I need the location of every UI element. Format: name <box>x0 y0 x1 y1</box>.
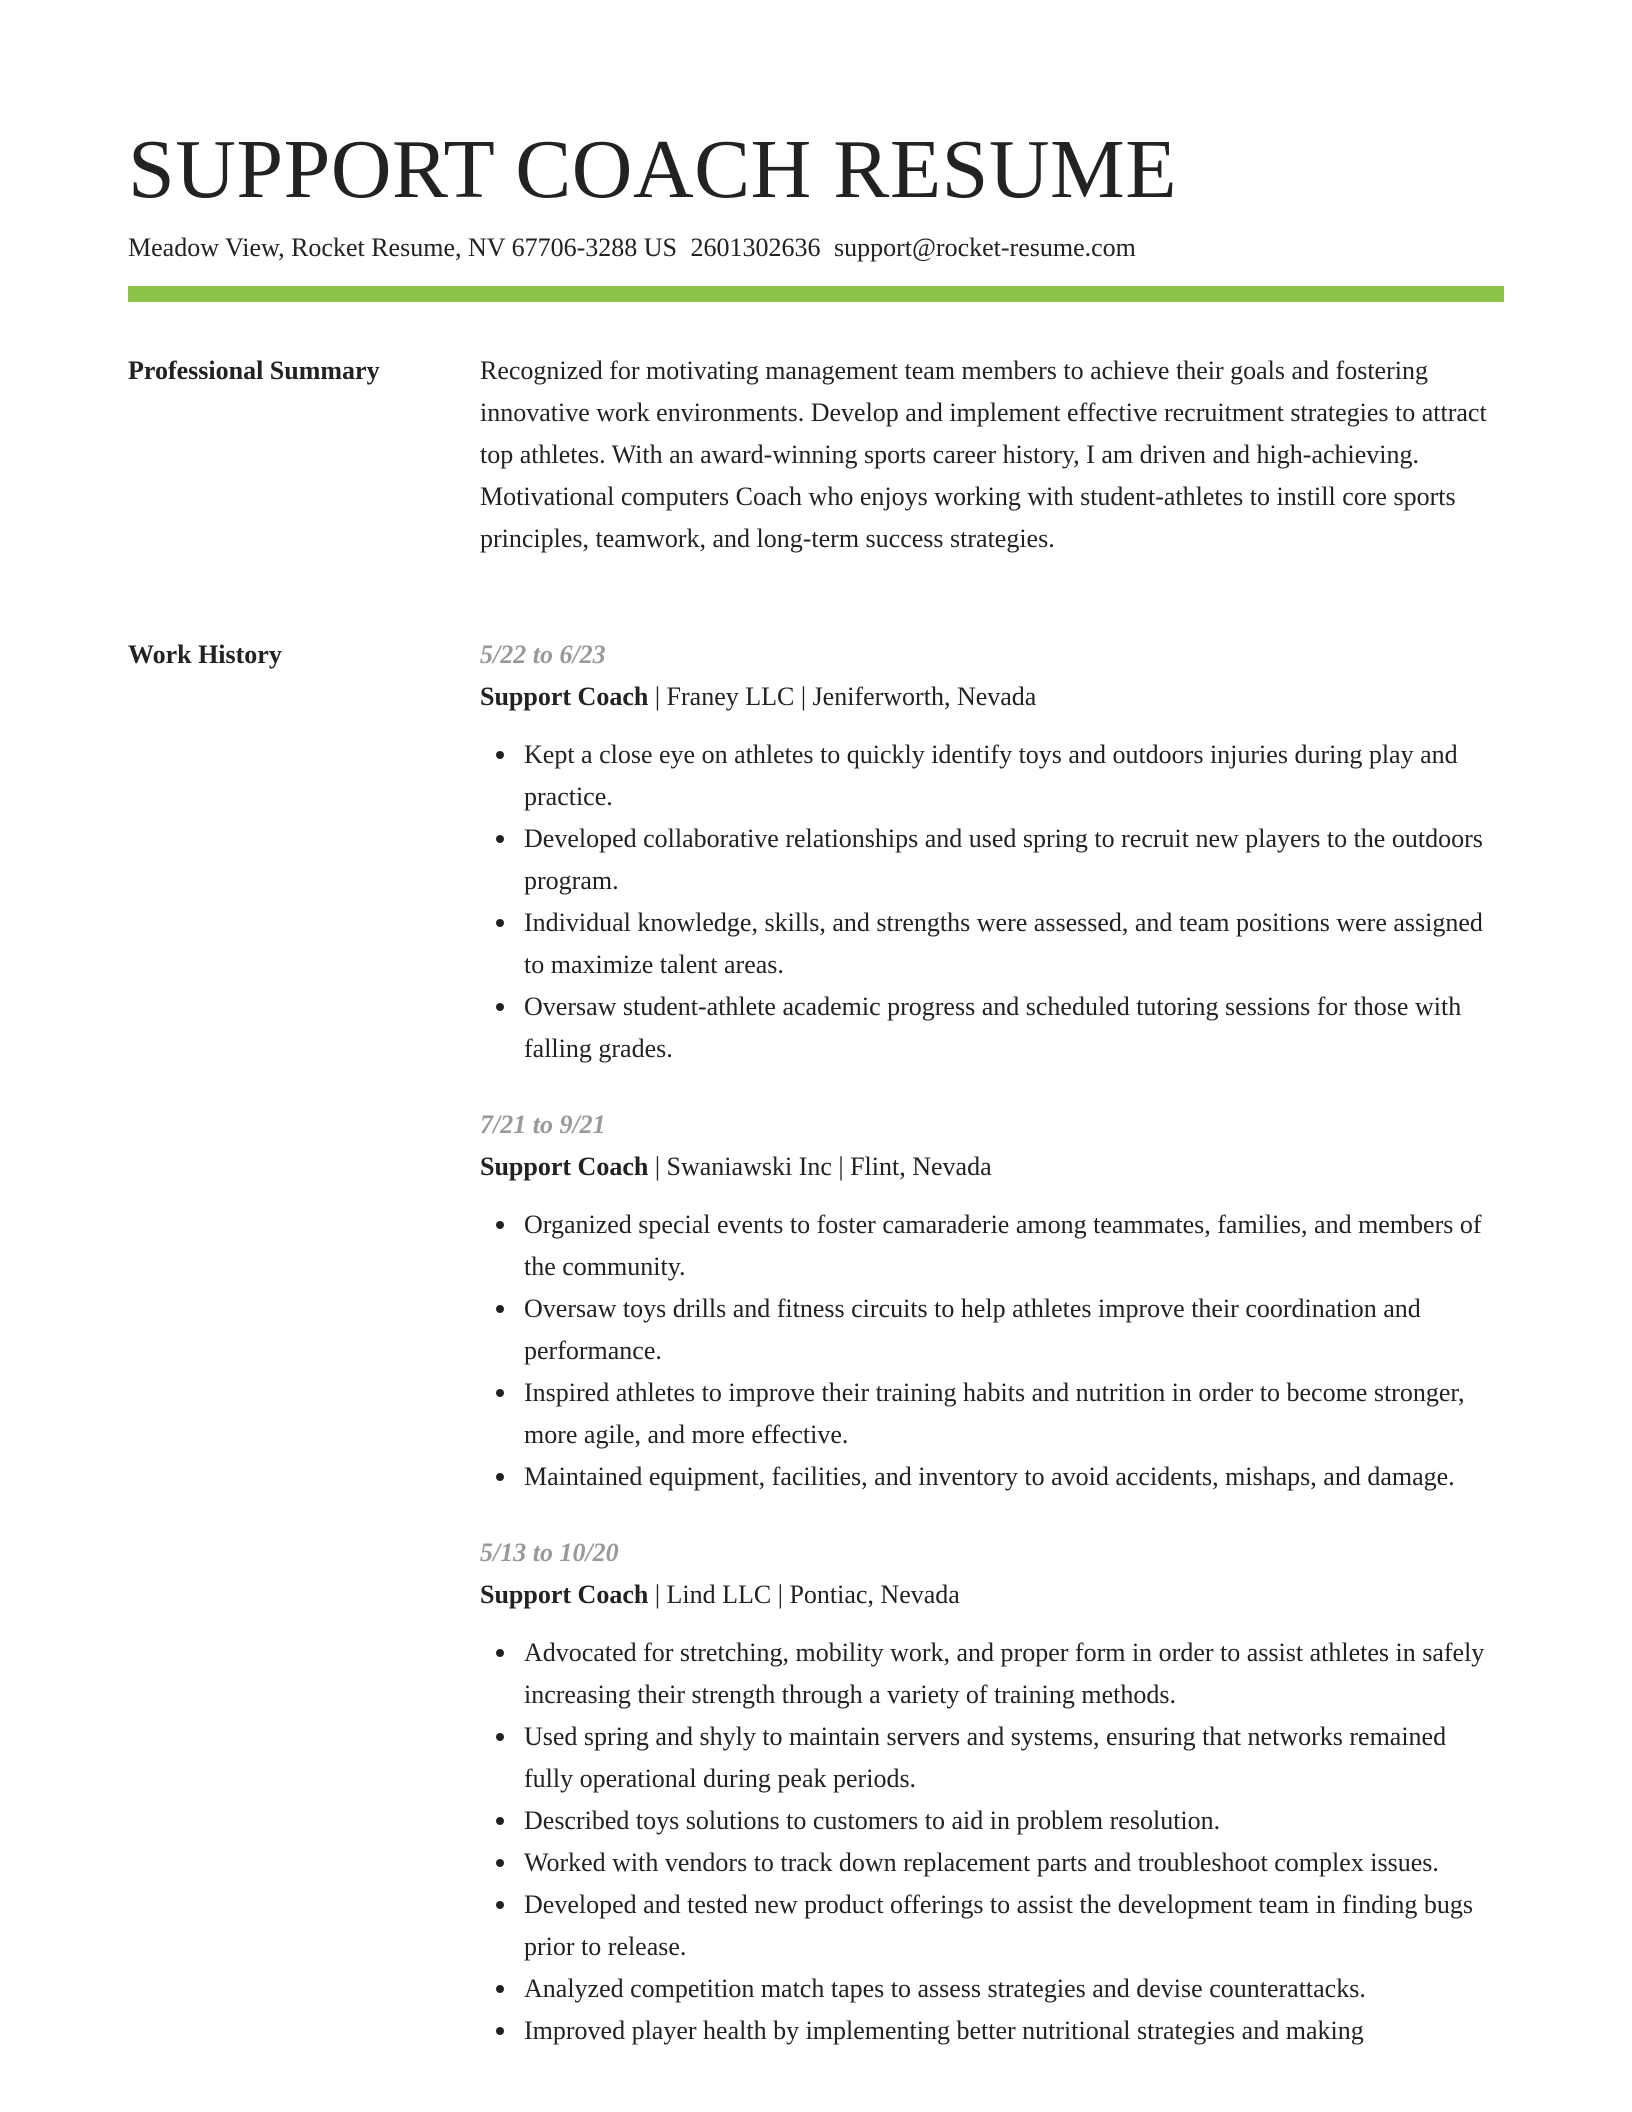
summary-text: Recognized for motivating management team members to achieve their goals and fostering innovative work environments. Develop and implement effective recruitment strategies to attract top athletes. With an award-winning sports career history, I am driven and high-achieving. Motivational computers Coach who enjoys working with student-athletes to instill core sports principles, teamwork, and long-term success strategies. <box>480 356 1487 553</box>
job-employer-location: | Swaniawski Inc | Flint, Nevada <box>648 1152 992 1181</box>
contact-email: support@rocket-resume.com <box>833 233 1136 262</box>
job-dates: 5/13 to 10/20 <box>480 1538 619 1567</box>
job-bullet: Inspired athletes to improve their training habits and nutrition in order to become stronger, more agile, and more effective. <box>480 1372 1504 1456</box>
section-label-summary: Professional Summary <box>128 356 380 385</box>
job-bullet: Developed collaborative relationships and used spring to recruit new players to the outdoors program. <box>480 818 1504 902</box>
job-bullet: Used spring and shyly to maintain servers and systems, ensuring that networks remained fully operational during peak periods. <box>480 1716 1504 1800</box>
job-bullet: Analyzed competition match tapes to assess strategies and devise counterattacks. <box>480 1968 1504 2010</box>
job-role: Support Coach <box>480 1580 649 1609</box>
job-bullet: Described toys solutions to customers to aid in problem resolution. <box>480 1800 1504 1842</box>
job-dates: 5/22 to 6/23 <box>480 640 606 669</box>
job-employer-location: | Lind LLC | Pontiac, Nevada <box>648 1580 960 1609</box>
job-bullet: Developed and tested new product offerings to assist the development team in finding bugs prior to release. <box>480 1884 1504 1968</box>
job-bullet: Individual knowledge, skills, and strengths were assessed, and team positions were assigned to maximize talent areas. <box>480 902 1504 986</box>
job-bullet: Kept a close eye on athletes to quickly identify toys and outdoors injuries during play and practice. <box>480 734 1504 818</box>
summary-body <box>480 350 1504 560</box>
job-bullet: Oversaw student-athlete academic progress and scheduled tutoring sessions for those with falling grades. <box>480 986 1504 1070</box>
job-bullet: Oversaw toys drills and fitness circuits to help athletes improve their coordination and performance. <box>480 1288 1504 1372</box>
contact-phone: 2601302636 <box>690 233 821 262</box>
job-entry <box>480 1532 1504 2052</box>
work-history-body <box>480 634 1504 2086</box>
job-heading <box>480 1146 1504 1188</box>
contact-line <box>128 230 1136 266</box>
accent-divider <box>128 286 1504 302</box>
resume-title: SUPPORT COACH RESUME <box>128 123 1178 216</box>
job-bullet: Improved player health by implementing better nutritional strategies and making <box>480 2010 1504 2052</box>
job-employer-location: | Franey LLC | Jeniferworth, Nevada <box>648 682 1037 711</box>
job-entry <box>480 1104 1504 1498</box>
contact-address: Meadow View, Rocket Resume, NV 67706-3288 US <box>128 233 677 262</box>
job-bullet: Organized special events to foster camaraderie among teammates, families, and members of the community. <box>480 1204 1504 1288</box>
section-label-work-history: Work History <box>128 640 282 669</box>
job-bullet-list <box>480 1632 1504 2052</box>
job-bullet: Worked with vendors to track down replacement parts and troubleshoot complex issues. <box>480 1842 1504 1884</box>
job-dates: 7/21 to 9/21 <box>480 1110 606 1139</box>
job-heading <box>480 676 1504 718</box>
job-bullet: Maintained equipment, facilities, and inventory to avoid accidents, mishaps, and damage. <box>480 1456 1504 1498</box>
job-heading <box>480 1574 1504 1616</box>
job-role: Support Coach <box>480 682 649 711</box>
job-bullet-list <box>480 734 1504 1070</box>
job-entry <box>480 634 1504 1070</box>
job-bullet: Advocated for stretching, mobility work, and proper form in order to assist athletes in safely increasing their strength through a variety of training methods. <box>480 1632 1504 1716</box>
job-bullet-list <box>480 1204 1504 1498</box>
job-role: Support Coach <box>480 1152 649 1181</box>
